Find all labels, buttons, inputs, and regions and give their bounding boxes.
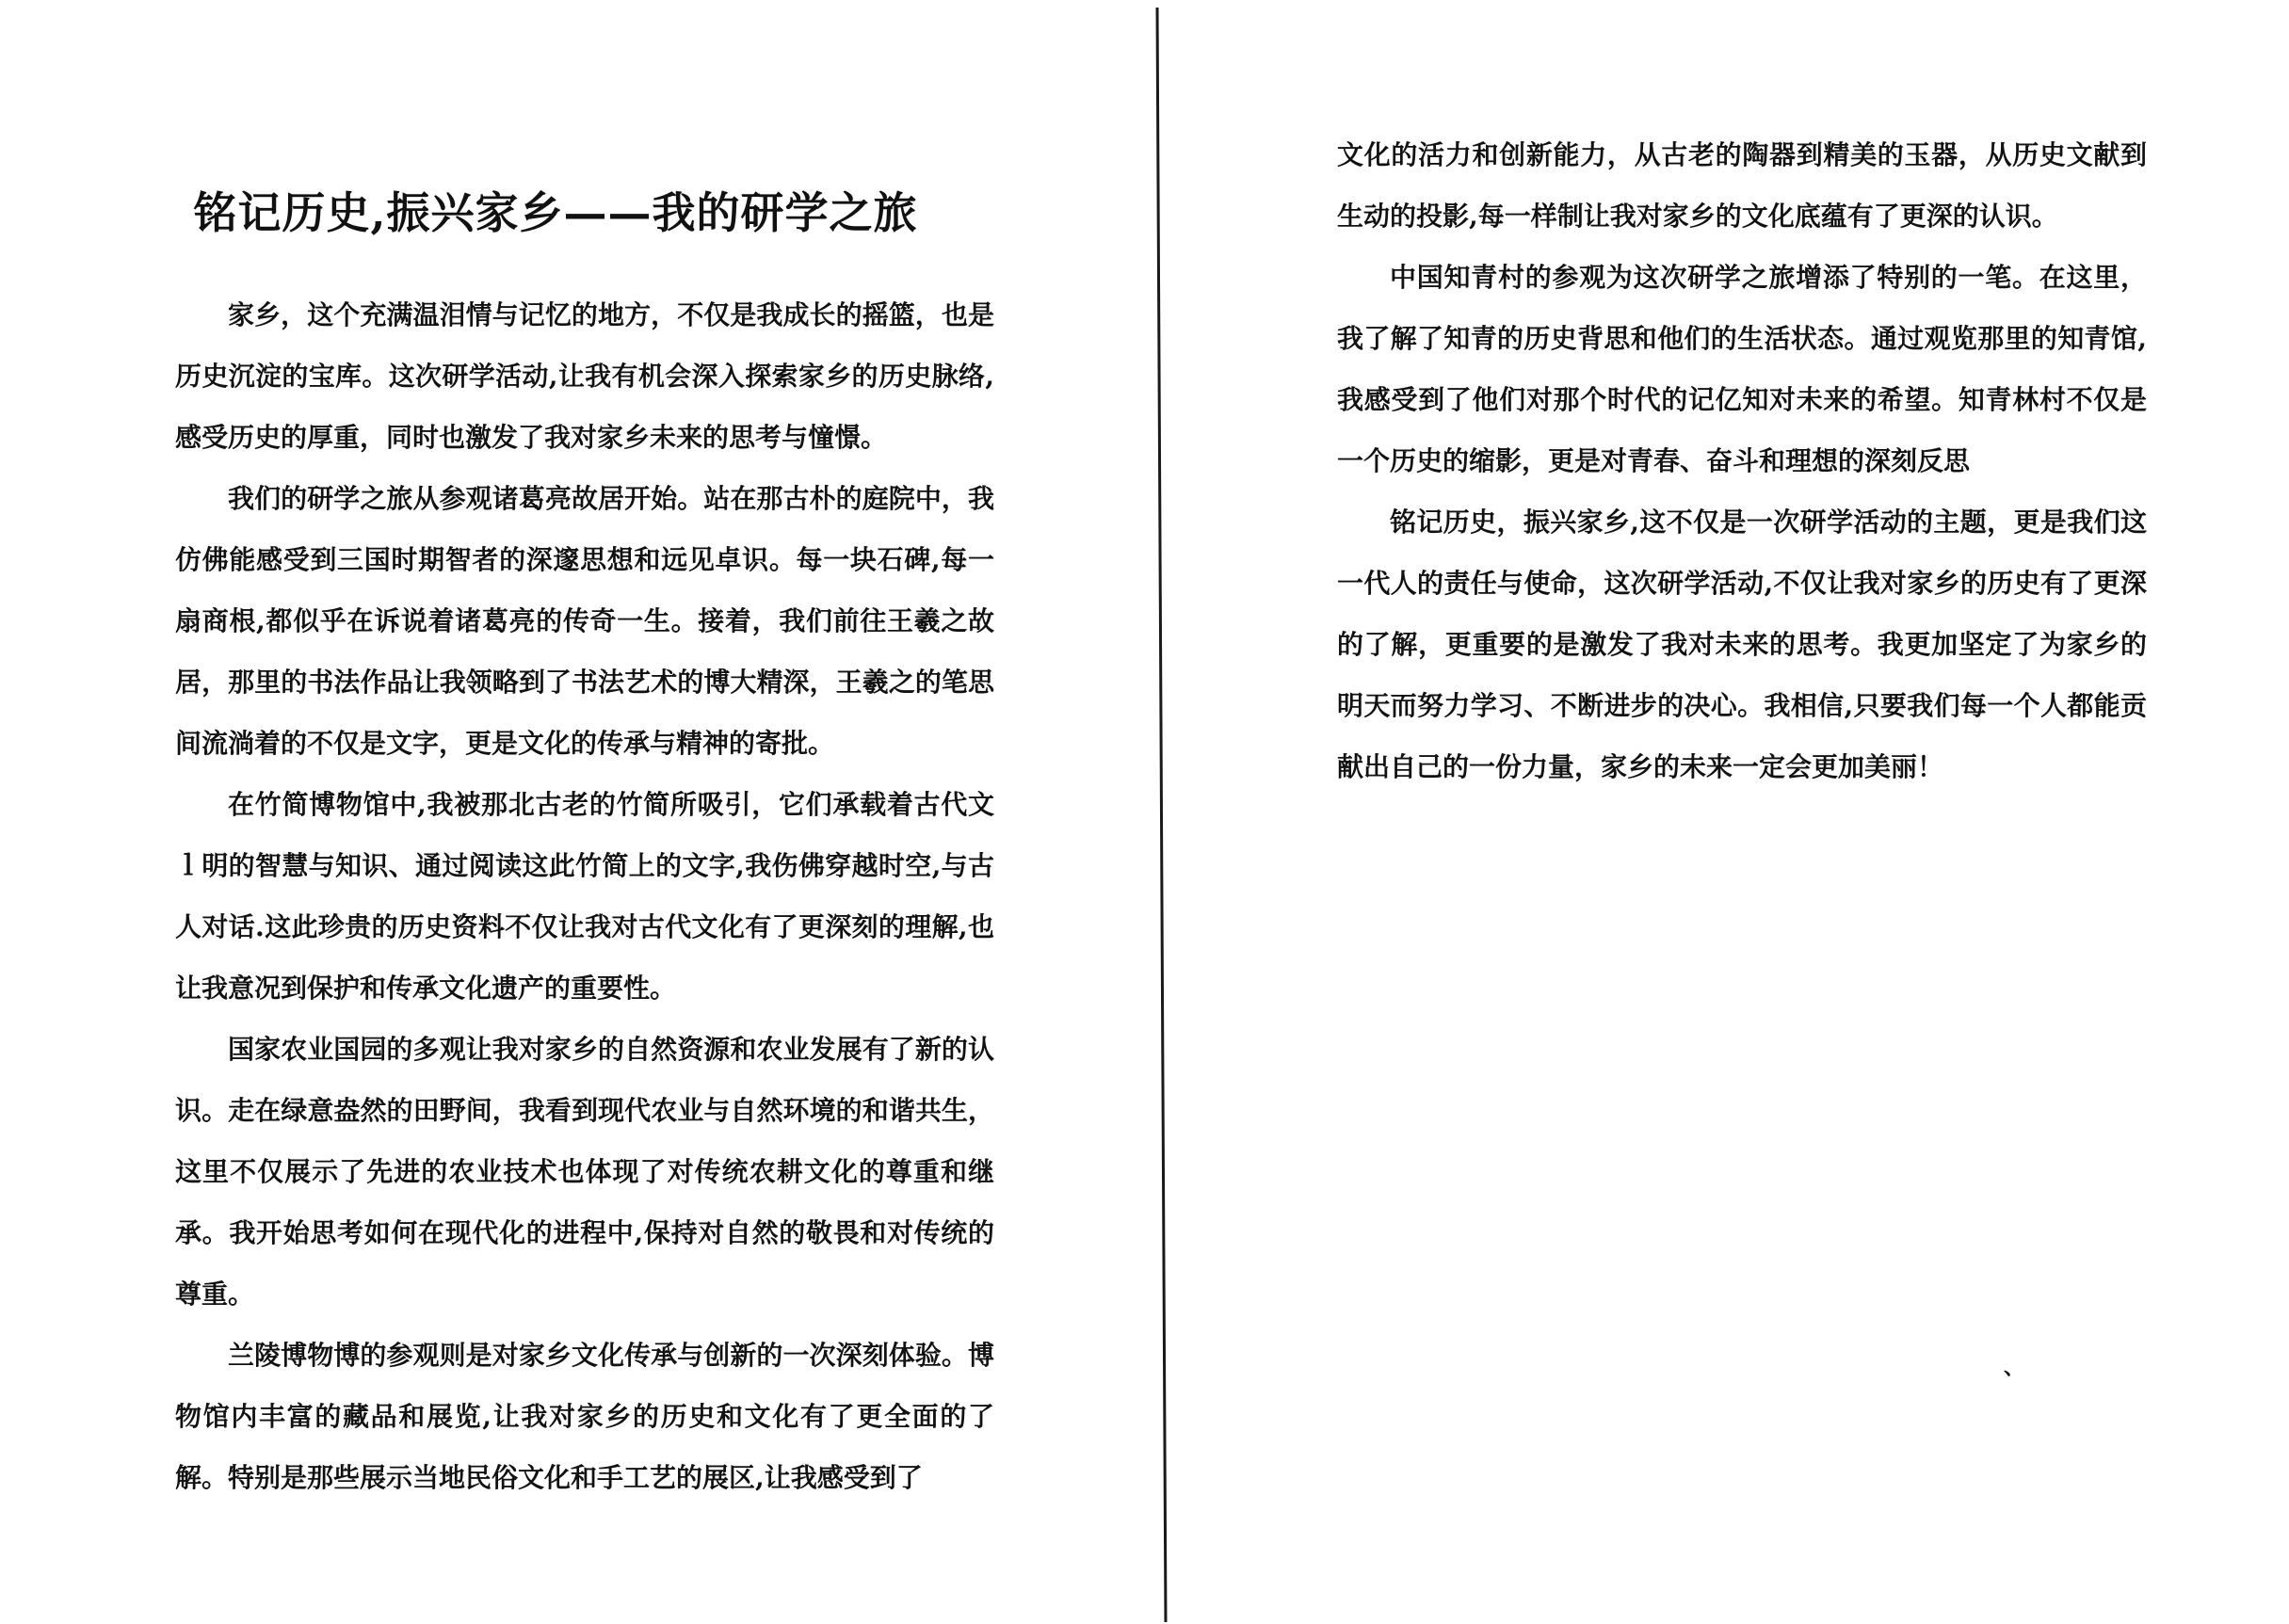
paragraph-agriculture-park: 国家农业国园的多观让我对家乡的自然资源和农业发展有了新的认识。走在绿意盎然的田野间，我看到现代农业与自然环境的和谐共生，这里不仅展示了先进的农业技术也体现了对传统农耕文化的尊重和继承。我开始思考如何在现代化的进程中,保持对自然的敬畏和对传统的尊重。: [175, 1034, 994, 1310]
right-column-text: [1337, 124, 2147, 797]
paragraph-zhiqing-village: 中国知青村的参观为这次研学之旅增添了特别的一笔。在这里，我了解了知青的历史背思和他们的生活状态。通过观览那里的知青馆,我感受到了他们对那个时代的记亿知对未来的希望。知青林村不仅是一个历史的缩影，更是对青春、奋斗和理想的深刻反思: [1337, 262, 2147, 476]
paragraph-lanling-museum: 兰陵博物博的参观则是对家乡文化传承与创新的一次深刻体验。博物馆内丰富的藏品和展览,让我对家乡的历史和文化有了更全面的了解。特别是那些展示当地民俗文化和手工艺的展区,让我感受到了: [175, 1340, 994, 1493]
paragraph-bamboo-museum: 在竹简博物馆中,我被那北古老的竹简所吸引，它们承载着古代文ｌ明的智慧与知识、通过阅读这此竹简上的文字,我伤佛穿越时空,与古人对话.这此珍贵的历史资料不仅让我对古代文化有了更深刻的理解,也让我意况到保护和传承文化遗产的重要性。: [175, 789, 994, 1004]
paragraph-conclusion: 铭记历史，振兴家乡,这不仅是一次研学活动的主题，更是我们这一代人的责任与使命，这次研学活动,不仅让我对家乡的历史有了更深的了解，更重要的是激发了我对未来的思考。我更加坚定了为家乡的明天而努力学习、不断进步的决心。我相信,只要我们每一个人都能贡献出自己的一份力量，家乡的未来一定会更加美丽！: [1337, 506, 2147, 782]
paragraph-intro: 家乡，这个充满温泪情与记忆的地方，不仅是我成长的摇篮，也是历史沉淀的宝库。这次研学活动,让我有机会深入探索家乡的历史脉络,感受历史的厚重，同时也激发了我对家乡未来的思考与憧憬。: [175, 299, 994, 453]
paragraph-zhuge-liang: 我们的研学之旅从参观诸葛亮故居开始。站在那古朴的庭院中，我仿佛能感受到三国时期智者的深邃思想和远见卓识。每一块石碑,每一扇商根,都似乎在诉说着诸葛亮的传奇一生。接着，我们前往王羲之故居，那里的书法作品让我领略到了书法艺术的博大精深，王羲之的笔思间流淌着的不仅是文字，更是文化的传承与精神的寄批。: [175, 483, 994, 759]
paragraph-lanling-continuation: 文化的活力和创新能力，从古老的陶器到精美的玉器，从历史文献到生动的投影,每一样制让我对家乡的文化底蕴有了更深的认识。: [1337, 139, 2147, 232]
left-column-text: [175, 284, 994, 1508]
stray-punctuation-mark: 、: [2004, 1356, 2025, 1380]
essay-title: 铭记历史,振兴家乡——我的研学之旅: [193, 187, 918, 238]
